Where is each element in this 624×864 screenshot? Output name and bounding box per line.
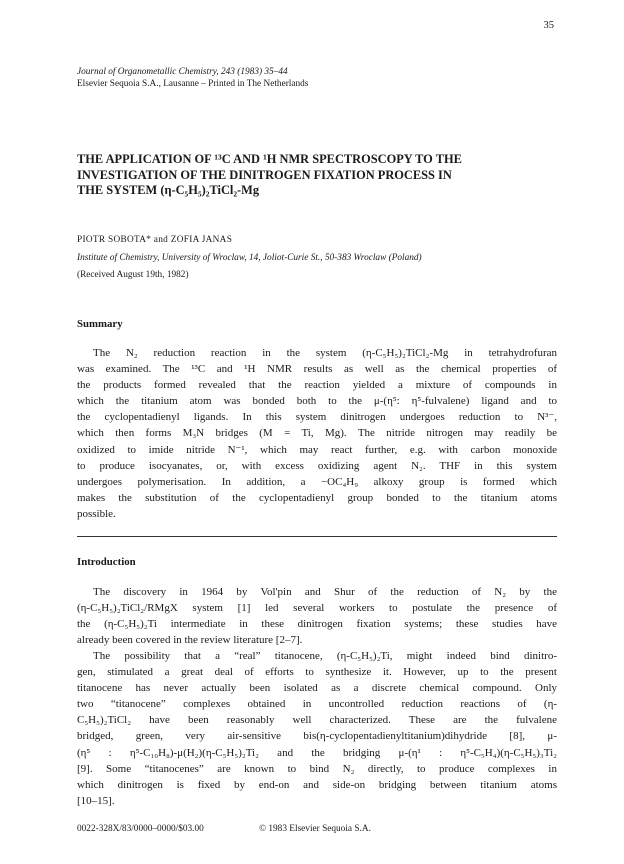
text-line: (η⁵ : η⁵-C₁₀H₈)-μ(H₂)(η-C₅H₅)₂Ti₂ and the bridging μ-(η¹ : η⁵-C₅H₄)(η-C₅H₅)₃Ti₂ [77, 746, 557, 759]
text-line: undergoes polymerisation. In addition, a −OC₄H₉ alkoxy group is formed which [77, 475, 557, 488]
authors: PIOTR SOBOTA* and ZOFIA JANAS [77, 235, 233, 245]
title-line: THE SYSTEM (η-C₅H₅)₂TiCl₂-Mg [77, 183, 260, 197]
text-line: titanocene has never actually been isolated as a discrete chemical compound. Only [77, 682, 557, 695]
text-line: C₅H₅)₂TiCl₂ have been reasonably well characterized. These are the fulvalene [77, 714, 557, 727]
title-line: THE APPLICATION OF ¹³C AND ¹H NMR SPECTROSCOPY TO THE [77, 152, 462, 166]
article-code: 0022-328X/83/0000–0000/$03.00 [77, 824, 204, 834]
text-line: The discovery in 1964 by Vol'pin and Shur of the reduction of N₂ by the [93, 586, 557, 598]
text-line: which then forms M₃N bridges (M = Ti, Mg). The nitride nitrogen may readily be [77, 427, 557, 440]
text-line: already been covered in the review literature [2–7]. [77, 634, 303, 647]
text-line: (η-C₅H₅)₂TiCl₂/RMgX system [1] led several workers to postulate the presence of [77, 602, 557, 615]
text-line: two “titanocene” complexes obtained in uncontrolled reduction reactions of (η- [77, 698, 557, 711]
text-line: The possibility that a “real” titanocene, (η-C₅H₅)₂Ti, might indeed bind dinitro- [93, 650, 557, 662]
text-line: bridged, green, very air-sensitive bis(η-cyclopentadienyltitanium)dihydride [8], μ- [77, 730, 557, 743]
text-line: which dinitrogen is fixed by end-on and side-on bridging between titanium atoms [77, 778, 557, 791]
text-line: to produce isocyanates, or, with excess oxidizing agent N₂. THF in this system [77, 459, 557, 472]
received-date: (Received August 19th, 1982) [77, 270, 189, 280]
publisher-line: Elsevier Sequoia S.A., Lausanne – Printed in The Netherlands [77, 79, 309, 89]
article-title [77, 152, 557, 199]
text-line: the cyclopentadienyl ligands. In this system dinitrogen undergoes reduction to N³⁻, [77, 411, 557, 424]
text-line: makes the substitution of the cyclopentadienyl group bonded to the titanium atoms [77, 491, 557, 504]
summary-paragraph [77, 345, 557, 522]
section-divider [77, 536, 557, 537]
introduction-heading: Introduction [77, 556, 136, 568]
text-line: [10–15]. [77, 794, 115, 807]
text-line: was examined. The ¹³C and ¹H NMR results as well as the chemical properties of [77, 363, 557, 376]
text-line: the (η-C₅H₅)₂Ti intermediate in these dinitrogen fixation systems; these studies have [77, 618, 557, 631]
text-line: oxidized to imide nitride N⁻¹, which may react further, e.g. with carbon monoxide [77, 443, 557, 456]
text-line: gen, stimulated a great deal of efforts to synthesize it. However, up to the present [77, 666, 557, 679]
journal-citation: Journal of Organometallic Chemistry, 243 (1983) 35–44 [77, 67, 288, 77]
page-number: 35 [543, 20, 554, 31]
summary-heading: Summary [77, 318, 123, 330]
title-line: INVESTIGATION OF THE DINITROGEN FIXATION PROCESS IN [77, 167, 452, 182]
journal-header [77, 66, 547, 90]
page-footer [77, 824, 557, 834]
text-line: [9]. Some “titanocenes” are known to bind N₂ directly, to produce complexes in [77, 762, 557, 775]
text-line: The N₂ reduction reaction in the system (η-C₅H₅)₂TiCl₂-Mg in tetrahydrofuran [93, 347, 557, 359]
text-line: possible. [77, 507, 116, 520]
copyright: © 1983 Elsevier Sequoia S.A. [259, 824, 371, 834]
text-line: the products formed revealed that the reaction yielded a mixture of compounds in [77, 379, 557, 392]
introduction-paragraph-2 [77, 648, 557, 809]
affiliation: Institute of Chemistry, University of Wroclaw, 14, Joliot-Curie St., 50-383 Wroclaw (Poland) [77, 253, 422, 263]
text-line: which the titanium atom was bonded both to the μ-(η⁵: η⁵-fulvalene) ligand and to [77, 395, 557, 408]
introduction-paragraph-1 [77, 584, 557, 648]
